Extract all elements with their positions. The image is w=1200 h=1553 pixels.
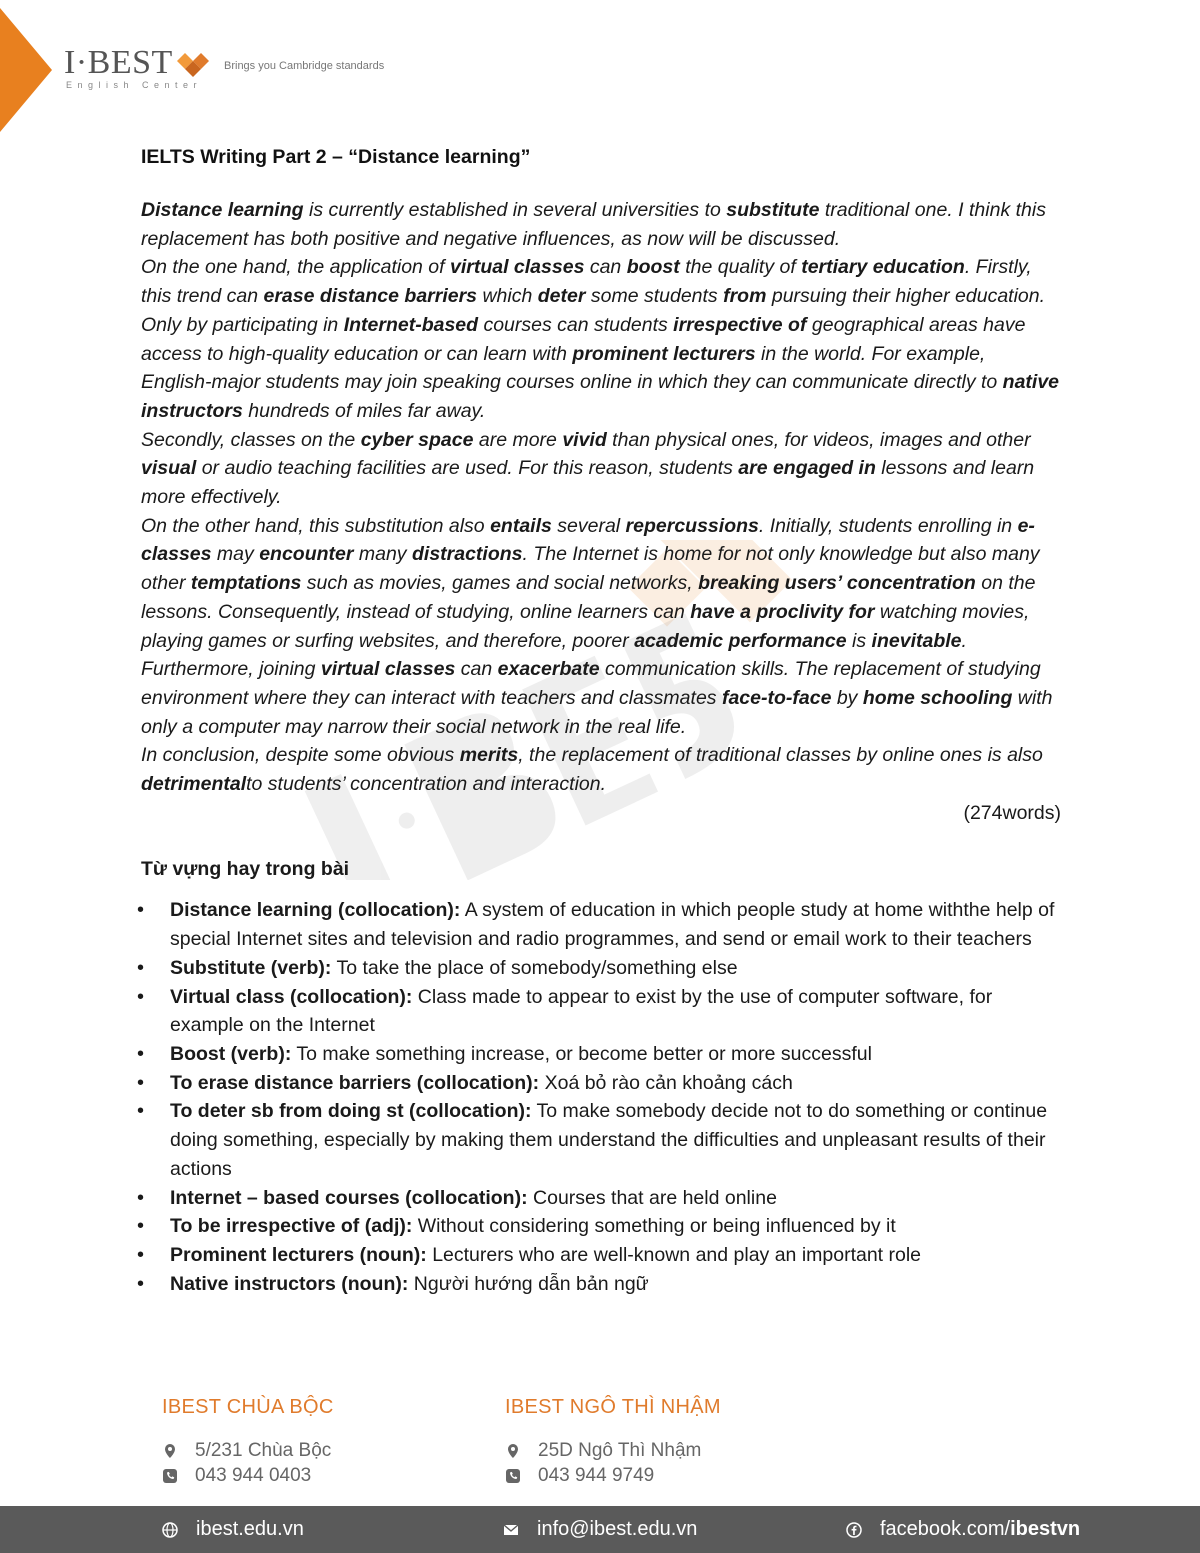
vocab-term: To be irrespective of (adj): — [170, 1215, 413, 1238]
highlighted-term: merits — [459, 744, 519, 767]
branch-address-text: 25D Ngô Thì Nhậm — [538, 1440, 702, 1461]
vocab-term: To erase distance barriers (collocation): — [170, 1071, 540, 1094]
essay-text: with only a computer may narrow their social network in the real life. — [141, 686, 1053, 738]
essay-text: by — [831, 686, 863, 709]
vocab-definition: To take the place of somebody/something else — [331, 956, 738, 979]
footer-email-text: info@ibest.edu.vn — [537, 1518, 698, 1540]
footer-facebook[interactable] — [846, 1506, 1080, 1553]
location-pin-icon — [505, 1443, 521, 1459]
logo-text: I·BEST — [64, 44, 173, 81]
vocab-definition: Without considering something or being influenced by it — [412, 1215, 896, 1238]
highlighted-term: repercussions — [625, 514, 759, 537]
vocab-term: Distance learning (collocation): — [170, 899, 461, 922]
vocab-item — [170, 1097, 1061, 1183]
essay-text: geographical areas have access to high-quality education or can learn with — [141, 313, 1026, 365]
highlighted-term: temptations — [190, 572, 302, 595]
mail-icon — [503, 1522, 519, 1538]
vocab-term: Boost (verb): — [170, 1042, 292, 1065]
vocab-term: To deter sb from doing st (collocation): — [170, 1100, 532, 1123]
highlighted-term: Internet-based — [343, 313, 479, 336]
location-pin-icon — [162, 1443, 178, 1459]
essay-text: which — [477, 285, 538, 308]
vocab-item — [170, 896, 1061, 953]
highlighted-term: exacerbate — [497, 658, 600, 681]
vocab-definition: Lecturers who are well-known and play an important role — [426, 1243, 922, 1266]
document-body — [141, 140, 1061, 1298]
vocab-item — [170, 983, 1061, 1040]
logo-subtitle: English Center — [66, 80, 203, 90]
vocab-item — [170, 1270, 1061, 1299]
highlighted-term: home schooling — [862, 686, 1013, 709]
highlighted-term: detrimental — [141, 773, 247, 796]
essay-text: on the lessons. Consequently, instead of studying, online learners can — [141, 572, 1036, 623]
vocab-definition: To make somebody decide not to do something or continue doing something, especially by making them understand the difficulties and unpleasant results of their actions — [170, 1100, 1048, 1180]
essay-text: On the one hand, the application of — [141, 256, 450, 279]
highlighted-term: vivid — [562, 428, 607, 451]
highlighted-term: entails — [490, 514, 552, 537]
highlighted-term: deter — [537, 285, 586, 308]
vocab-item — [170, 954, 1061, 983]
footer-website[interactable] — [162, 1506, 304, 1553]
footer-bar — [0, 1506, 1200, 1553]
highlighted-term: virtual classes — [320, 658, 456, 681]
essay-text: some students — [585, 285, 724, 308]
essay-text: , the replacement of traditional classes by online ones is also — [518, 744, 1043, 767]
highlighted-term: inevitable — [871, 629, 962, 652]
essay-text: courses can students — [478, 313, 674, 336]
essay-text: is currently established in several universities to — [303, 199, 727, 221]
essay-text: communication skills. The replacement of studying environment where they can interact with teachers and classmates — [141, 658, 1041, 709]
branch-address-text: 5/231 Chùa Bộc — [195, 1440, 332, 1461]
essay-text: On the other hand, this substitution also — [141, 514, 491, 537]
vocab-definition: Người hướng dẫn bản ngữ — [408, 1272, 649, 1295]
footer-email[interactable] — [503, 1506, 697, 1553]
branch-address — [162, 1438, 502, 1463]
branch-phone-text: 043 944 0403 — [195, 1465, 312, 1486]
footer-facebook-handle: ibestvn — [1010, 1518, 1081, 1540]
vocab-term: Substitute (verb): — [170, 956, 332, 979]
vocab-term: Prominent lecturers (noun): — [170, 1243, 427, 1266]
footer-website-text: ibest.edu.vn — [196, 1518, 304, 1540]
essay-text: than physical ones, for videos, images and other — [606, 428, 1031, 451]
essay-paragraph — [141, 512, 1061, 742]
essay — [141, 196, 1061, 799]
essay-text: can — [455, 658, 498, 681]
vocab-item — [170, 1069, 1061, 1098]
globe-icon — [162, 1522, 178, 1538]
highlighted-term: tertiary education — [801, 256, 965, 279]
phone-icon — [505, 1468, 521, 1484]
essay-text: . The Internet is home for not only knowledge but also many other — [141, 543, 1040, 595]
essay-paragraph — [141, 426, 1061, 512]
vocab-definition: Class made to appear to exist by the use of computer software, for example on the Internet — [170, 985, 993, 1037]
essay-text: such as movies, games and social networks, — [301, 572, 699, 595]
highlighted-term: face-to-face — [721, 686, 832, 709]
branch-chua-boc — [162, 1392, 502, 1488]
vocab-item — [170, 1040, 1061, 1069]
facebook-icon — [846, 1522, 862, 1538]
highlighted-term: Distance learning — [141, 199, 304, 221]
essay-text: many — [353, 543, 412, 566]
essay-text: hundreds of miles far away. — [242, 399, 486, 422]
branch-name: IBEST NGÔ THÌ NHẬM — [505, 1396, 721, 1418]
highlighted-term: irrespective of — [673, 313, 807, 336]
essay-text: watching movies, playing games or surfing websites, and therefore, poorer — [141, 600, 1030, 652]
vocab-term: Virtual class (collocation): — [170, 985, 413, 1008]
vocab-definition: Courses that are held online — [527, 1186, 777, 1209]
highlighted-term: visual — [141, 457, 197, 480]
footer-facebook-prefix: facebook.com/ — [880, 1518, 1011, 1540]
highlighted-term: breaking users’ concentration — [698, 572, 976, 595]
highlighted-term: academic performance — [634, 629, 847, 652]
vocab-item — [170, 1212, 1061, 1241]
essay-text: traditional one. I think this replacement has both positive and negative influences, as now will be discussed. — [141, 199, 1046, 250]
word-count: (274words) — [963, 801, 1061, 824]
highlighted-term: e-classes — [141, 514, 1035, 566]
essay-text: . Furthermore, joining — [141, 629, 967, 681]
vocab-heading: Từ vựng hay trong bài — [141, 858, 350, 881]
highlighted-term: are engaged in — [738, 457, 876, 480]
vocab-term: Native instructors (noun): — [170, 1272, 409, 1295]
highlighted-term: have a proclivity for — [690, 600, 875, 623]
essay-text: can — [584, 256, 627, 279]
highlighted-term: from — [723, 285, 767, 308]
essay-text: pursuing their higher education. Only by participating in — [141, 285, 1046, 336]
vocab-definition: A system of education in which people study at home withthe help of special Internet sites and television and radio programmes, and send or email work to their teachers — [170, 899, 1055, 951]
highlighted-term: boost — [626, 256, 680, 279]
essay-text: are more — [473, 428, 563, 451]
essay-text: several — [551, 514, 626, 537]
vocab-item — [170, 1241, 1061, 1270]
essay-paragraph — [141, 741, 1061, 798]
branch-phone — [162, 1463, 502, 1488]
essay-text: . Firstly, this trend can — [141, 256, 1032, 308]
essay-text: . Initially, students enrolling in — [758, 514, 1018, 537]
essay-text: or audio teaching facilities are used. For this reason, students — [196, 457, 739, 480]
vocab-definition: Xoá bỏ rào cản khoảng cách — [539, 1071, 793, 1094]
tagline: Brings you Cambridge standards — [224, 60, 385, 72]
ibest-logo — [64, 44, 210, 90]
essay-text: is — [846, 629, 872, 652]
essay-text: In conclusion, despite some obvious — [141, 744, 460, 767]
branch-phone-text: 043 944 9749 — [538, 1465, 655, 1486]
document-title: IELTS Writing Part 2 – “Distance learning” — [141, 146, 531, 168]
logo-diamond-icon — [176, 51, 210, 79]
essay-text: lessons and learn more effectively. — [141, 457, 1035, 509]
highlighted-term: erase distance barriers — [263, 285, 478, 308]
highlighted-term: encounter — [259, 543, 354, 566]
highlighted-term: cyber space — [360, 428, 474, 451]
essay-text: may — [211, 543, 260, 566]
essay-text: the quality of — [679, 256, 802, 279]
vocab-term: Internet – based courses (collocation): — [170, 1186, 528, 1209]
vocab-item — [170, 1184, 1061, 1213]
essay-paragraph — [141, 196, 1061, 253]
branch-phone — [505, 1463, 845, 1488]
corner-arrow-decoration — [0, 0, 60, 140]
branch-ngo-thi-nham — [505, 1392, 845, 1488]
highlighted-term: substitute — [726, 199, 820, 221]
vocab-definition: To make something increase, or become better or more successful — [291, 1042, 872, 1065]
highlighted-term: distractions — [411, 543, 523, 566]
essay-text: to students’ concentration and interaction. — [246, 773, 607, 796]
essay-paragraph — [141, 253, 1061, 425]
highlighted-term: virtual classes — [449, 256, 585, 279]
essay-text: Secondly, classes on the — [141, 428, 361, 451]
branch-address — [505, 1438, 845, 1463]
vocab-list — [141, 896, 1061, 1298]
highlighted-term: native instructors — [141, 371, 1060, 422]
phone-icon — [162, 1468, 178, 1484]
essay-text: in the world. For example, English-major students may join speaking courses online in which they can communicate directly to — [141, 342, 1003, 394]
highlighted-term: prominent lecturers — [572, 342, 756, 365]
branch-name: IBEST CHÙA BỘC — [162, 1396, 334, 1418]
